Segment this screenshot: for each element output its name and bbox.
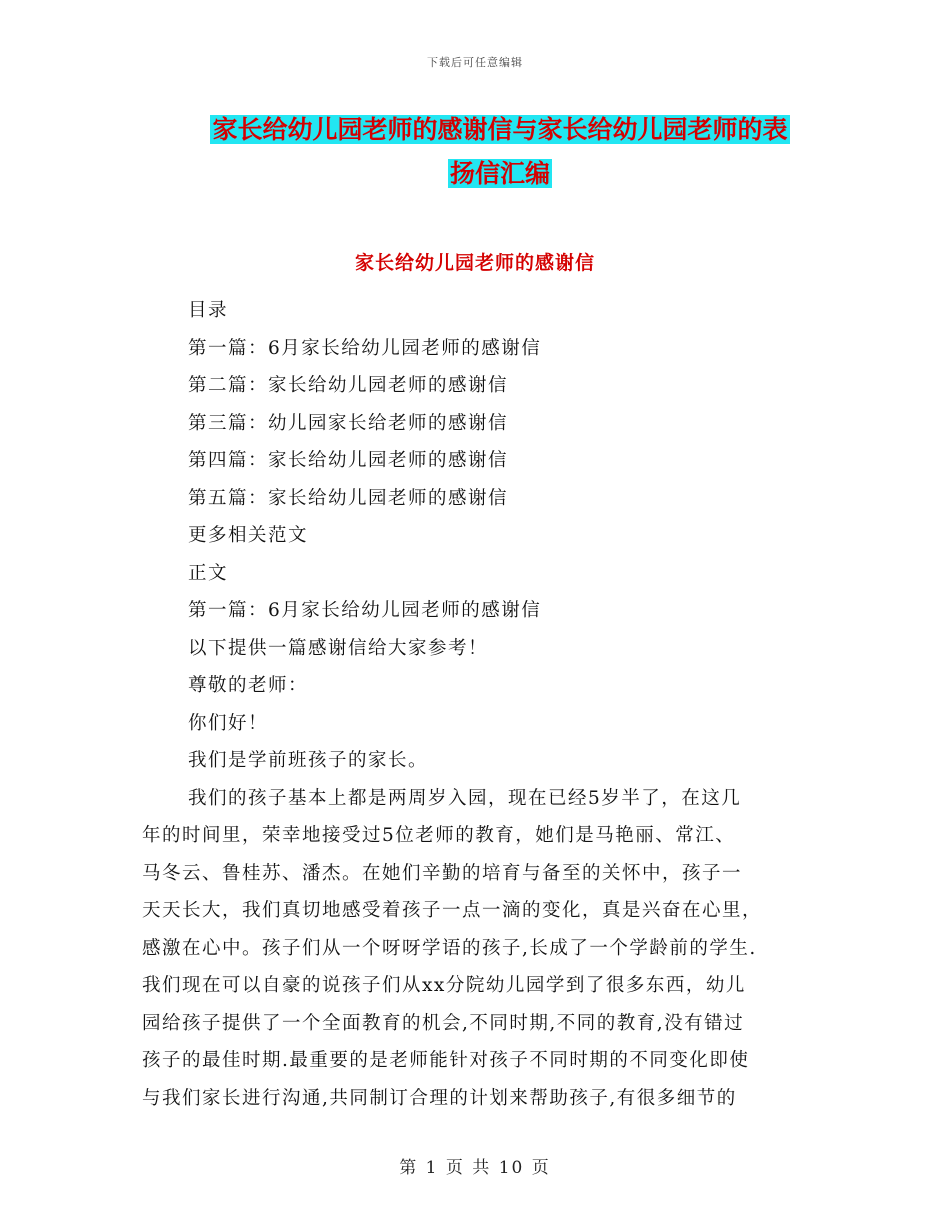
toc-heading: 目录 [188, 300, 229, 321]
document-body [142, 292, 812, 1117]
page-footer: 第 1 页 共 10 页 [399, 1158, 551, 1178]
toc-item: 第一篇：6月家长给幼儿园老师的感谢信 [188, 337, 542, 359]
paragraph-1: 我们是学前班孩子的家长。 [188, 750, 429, 771]
article-title: 第一篇：6月家长给幼儿园老师的感谢信 [188, 600, 542, 621]
paragraph-2-line: 我们现在可以自豪的说孩子们从xx分院幼儿园学到了很多东西，幼儿 [142, 975, 746, 996]
section-title: 家长给幼儿园老师的感谢信 [354, 252, 595, 274]
salutation: 尊敬的老师： [188, 675, 309, 696]
document-title-line-2: 扬信汇编 [449, 159, 550, 188]
intro-text: 以下提供一篇感谢信给大家参考！ [188, 637, 489, 659]
paragraph-2-line: 孩子的最佳时期.最重要的是老师能针对孩子不同时期的不同变化即使 [142, 1050, 750, 1071]
paragraph-2-line: 年的时间里，荣幸地接受过5位老师的教育，她们是马艳丽、常江、 [142, 825, 736, 846]
toc-item: 第三篇：幼儿园家长给老师的感谢信 [188, 412, 509, 434]
document-title [190, 108, 810, 196]
paragraph-2-line: 马冬云、鲁桂苏、潘杰。在她们辛勤的培育与备至的关怀中，孩子一 [142, 862, 743, 884]
toc-more: 更多相关范文 [188, 525, 309, 546]
paragraph-2-line: 我们的孩子基本上都是两周岁入园，现在已经5岁半了，在这几 [188, 787, 742, 809]
toc-item: 第五篇：家长给幼儿园老师的感谢信 [188, 487, 509, 509]
paragraph-2-line: 天天长大，我们真切地感受着孩子一点一滴的变化，真是兴奋在心里， [142, 900, 763, 921]
document-title-line-1: 家长给幼儿园老师的感谢信与家长给幼儿园老师的表 [212, 115, 788, 144]
toc-item: 第二篇：家长给幼儿园老师的感谢信 [188, 375, 509, 396]
body-heading: 正文 [188, 562, 229, 584]
header-note: 下载后可任意编辑 [427, 56, 523, 69]
paragraph-2-line: 与我们家长进行沟通,共同制订合理的计划来帮助孩子,有很多细节的 [142, 1087, 737, 1109]
greeting: 你们好！ [188, 712, 269, 734]
toc-item: 第四篇：家长给幼儿园老师的感谢信 [188, 450, 509, 471]
paragraph-2-line: 园给孩子提供了一个全面教育的机会,不同时期,不同的教育,没有错过 [142, 1012, 745, 1034]
paragraph-2-line: 感激在心中。孩子们从一个呀呀学语的孩子,长成了一个学龄前的学生. [142, 937, 757, 959]
